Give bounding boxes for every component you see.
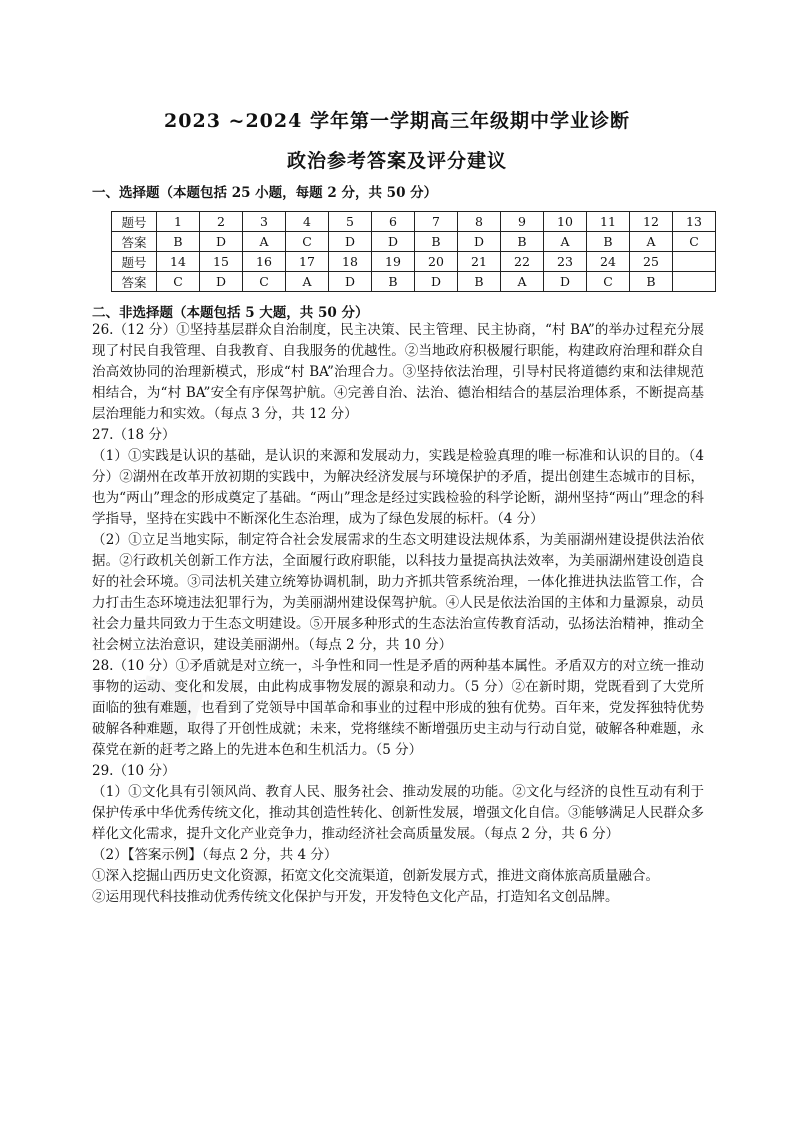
table-cell: D <box>544 272 587 292</box>
row-label: 题号 <box>112 252 157 272</box>
table-cell: A <box>501 272 544 292</box>
table-cell: 22 <box>501 252 544 272</box>
table-cell: C <box>286 232 329 252</box>
table-cell: 6 <box>372 212 415 232</box>
table-cell <box>673 272 716 292</box>
answer-paragraph: 26.（12 分）①坚持基层群众自治制度，民主决策、民主管理、民主协商，“村 BA”的举办过程充分展现了村民自我管理、自我教育、自我服务的优越性。②当地政府积极履行职能，构建政府治理和群众自治高效协同的治理新模式，形成“村 BA”治理合力。③坚持依法治理，引导村民将道德约束和法律规范相结合，为“村 BA”安全有序保驾护航。④完善自治、法治、德治相结合的基层治理体系，不断提高基层治理能力和实效。（每点 3 分，共 12 分） <box>92 322 704 422</box>
table-cell: C <box>243 272 286 292</box>
answer-paragraph: ①深入挖掘山西历史文化资源，拓宽文化交流渠道，创新发展方式，推进文商体旅高质量融合。 <box>92 868 659 884</box>
table-cell: 4 <box>286 212 329 232</box>
table-cell: B <box>372 272 415 292</box>
table-cell: 23 <box>544 252 587 272</box>
table-cell: D <box>372 232 415 252</box>
table-cell: B <box>157 232 200 252</box>
row-label: 题号 <box>112 212 157 232</box>
table-cell: D <box>458 232 501 252</box>
section-1-heading: 一、选择题（本题包括 25 小题，每题 2 分，共 50 分） <box>92 185 438 201</box>
answer-content <box>92 320 704 908</box>
answer-paragraph: （2）【答案示例】（每点 2 分，共 4 分） <box>92 847 338 863</box>
page-subtitle: 政治参考答案及评分建议 <box>286 150 507 172</box>
table-cell: 5 <box>329 212 372 232</box>
row-label: 答案 <box>112 272 157 292</box>
answer-paragraph: ②运用现代科技推动优秀传统文化保护与开发，开发特色文化产品，打造知名文创品牌。 <box>92 889 619 905</box>
table-cell <box>673 252 716 272</box>
table-row <box>112 212 716 232</box>
table-cell: 14 <box>157 252 200 272</box>
answer-paragraph: 28.（10 分）①矛盾就是对立统一，斗争性和同一性是矛盾的两种基本属性。矛盾双方的对立统一推动事物的运动、变化和发展，由此构成事物发展的源泉和动力。（5 分）②在新时期，党既看到了大党所面临的独有难题，也看到了党领导中国革命和事业的过程中形成的独有优势。百年来，党发挥独特优势破解各种难题，取得了开创性成就；未来，党将继续不断增强历史主动与行动自觉，破解各种难题，永葆党在新的赶考之路上的先进本色和生机活力。（5 分） <box>92 658 704 758</box>
table-cell: B <box>630 272 673 292</box>
table-cell: D <box>200 232 243 252</box>
answer-paragraph: （1）①文化具有引领风尚、教育人民、服务社会、推动发展的功能。②文化与经济的良性互动有利于保护传承中华优秀传统文化，推动其创造性转化、创新性发展，增强文化自信。③能够满足人民群众多样化文化需求，提升文化产业竞争力，推动经济社会高质量发展。（每点 2 分，共 6 分） <box>92 784 704 842</box>
table-cell: D <box>329 272 372 292</box>
table-cell: 24 <box>587 252 630 272</box>
table-row <box>112 232 716 252</box>
table-cell: 17 <box>286 252 329 272</box>
table-cell: C <box>587 272 630 292</box>
table-cell: A <box>630 232 673 252</box>
table-cell: B <box>458 272 501 292</box>
table-cell: 18 <box>329 252 372 272</box>
table-cell: 10 <box>544 212 587 232</box>
table-cell: 3 <box>243 212 286 232</box>
table-cell: B <box>415 232 458 252</box>
table-cell: D <box>200 272 243 292</box>
table-cell: 2 <box>200 212 243 232</box>
answer-paragraph: （1）①实践是认识的基础，是认识的来源和发展动力，实践是检验真理的唯一标准和认识的目的。（4 分）②湖州在改革开放初期的实践中，为解决经济发展与环境保护的矛盾，提出创建生态城市的目标，也为“两山”理念的形成奠定了基础。“两山”理念是经过实践检验的科学论断，湖州坚持“两山”理念的科学指导，坚持在实践中不断深化生态治理，成为了绿色发展的标杆。（4 分） <box>92 448 704 527</box>
table-cell: 13 <box>673 212 716 232</box>
table-cell: 20 <box>415 252 458 272</box>
table-cell: 7 <box>415 212 458 232</box>
table-cell: B <box>501 232 544 252</box>
table-cell: A <box>243 232 286 252</box>
table-cell: C <box>673 232 716 252</box>
table-cell: 21 <box>458 252 501 272</box>
answer-paragraph: （2）①立足当地实际，制定符合社会发展需求的生态文明建设法规体系，为美丽湖州建设提供法治依据。②行政机关创新工作方法，全面履行政府职能，以科技力量提高执法效率，为美丽湖州建设创造良好的社会环境。③司法机关建立统筹协调机制，助力齐抓共管系统治理，一体化推进执法监管工作，合力打击生态环境违法犯罪行为，为美丽湖州建设保驾护航。④人民是依法治国的主体和力量源泉，动员社会力量共同致力于生态文明建设。⑤开展多种形式的生态法治宣传教育活动，弘扬法治精神，推动全社会树立法治意识，建设美丽湖州。（每点 2 分，共 10 分） <box>92 532 704 653</box>
table-cell: A <box>544 232 587 252</box>
table-cell: D <box>329 232 372 252</box>
page-title: 2023 ~2024 学年第一学期高三年级期中学业诊断 <box>164 110 630 132</box>
table-cell: D <box>415 272 458 292</box>
table-cell: 19 <box>372 252 415 272</box>
table-cell: 25 <box>630 252 673 272</box>
answer-table <box>111 211 716 292</box>
answer-paragraph: 27.（18 分） <box>92 427 176 443</box>
table-cell: C <box>157 272 200 292</box>
table-cell: 11 <box>587 212 630 232</box>
table-cell: B <box>587 232 630 252</box>
table-cell: 16 <box>243 252 286 272</box>
table-cell: 8 <box>458 212 501 232</box>
table-cell: A <box>286 272 329 292</box>
row-label: 答案 <box>112 232 157 252</box>
table-cell: 1 <box>157 212 200 232</box>
table-cell: 9 <box>501 212 544 232</box>
table-cell: 15 <box>200 252 243 272</box>
section-2-heading: 二、非选择题（本题包括 5 大题，共 50 分） <box>92 305 369 321</box>
answer-paragraph: 29.（10 分） <box>92 763 176 779</box>
table-cell: 12 <box>630 212 673 232</box>
table-row <box>112 272 716 292</box>
table-row <box>112 252 716 272</box>
